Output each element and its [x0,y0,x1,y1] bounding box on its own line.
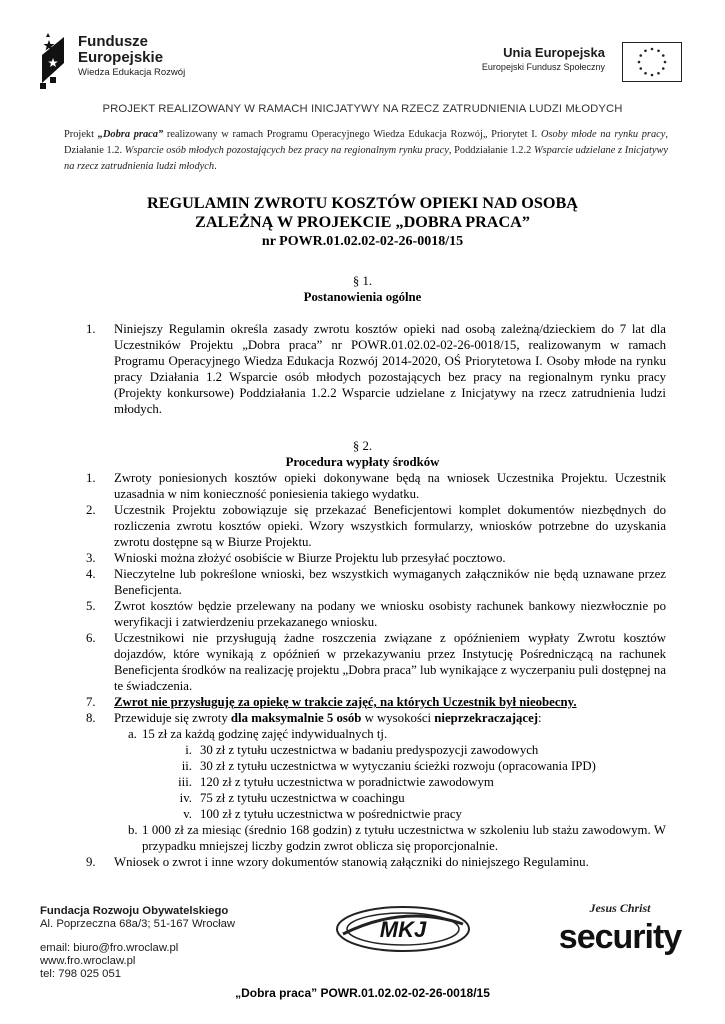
sublist-item-number: b. [128,823,138,837]
section1-list [86,321,666,417]
list-item-text-emphasis: Zwrot nie przysługuję za opiekę w trakcie zajęć, na których Uczestnik był nieobecny. [114,695,577,709]
intro-part: , Działanie 1.2. [64,129,668,156]
sublist-item-text: 1 000 zł za miesiąc (średnio 168 godzin) z tytułu uczestnictwa w szkoleniu lub stażu zawodowym. W przypadku mniejszej liczby godzin zwrot oblicza się proporcjonalnie. [142,823,666,853]
subsublist-item [86,742,666,758]
list-item-text: Uczestnikowi nie przysługują żadne roszczenia związane z opóźnieniem wypłaty Zwrotu kosztów dojazdów, które wynikają z opóźnień w przekazywaniu przez Instytucję Pośredniczącą na rachunek Beneficjenta środków na realizację projektu „Dobra praca” lub wynikające z wyczerpaniu puli dostępnej na te świadczenia. [114,631,666,693]
organisation-email: email: biuro@fro.wroclaw.pl [40,942,179,954]
intro-part: Osoby młode na rynku pracy [540,129,666,140]
footer-project-line: „Dobra praca” POWR.01.02.02-02-26-0018/15 [235,986,490,1000]
list-item-number: 1. [86,322,96,336]
list-item [86,566,666,598]
list-item [86,550,666,566]
subsublist-item [86,774,666,790]
eu-flag-icon [622,42,682,82]
eu-star-icon [651,48,654,51]
list-item [86,694,666,710]
mkj-logo-icon [333,904,473,954]
list-item-text: Nieczytelne lub pokreślone wnioski, bez wszystkich wymaganych załączników nie będą uznawane przez Beneficjenta. [114,567,666,597]
subsublist-item-number: v. [183,807,192,821]
list-item-text: Wnioski można złożyć osobiście w Biurze Projektu lub przesyłać pocztowo. [114,551,506,565]
document-number: nr POWR.01.02.02-02-26-0018/15 [261,234,464,249]
fe-line2: Europejskie [78,49,164,66]
eu-star-icon [638,61,641,64]
list-item [86,598,666,630]
ue-line1: Unia Europejska [503,45,605,60]
list-item-text: Zwrot kosztów będzie przelewany na podany we wniosku osobisty rachunek bankowy niezwłocznie po weryfikacji i zatwierdzeniu przekazanego wniosku. [114,599,666,629]
subsublist-item-text: 30 zł z tytułu uczestnictwa w wytyczaniu ścieżki rozwoju (opracowania IPD) [200,759,596,773]
list-item-number: 6. [86,631,96,645]
eu-star-icon [664,61,667,64]
organisation-name: Fundacja Rozwoju Obywatelskiego [40,905,229,917]
section2-heading: Procedura wypłaty środków [285,455,440,469]
intro-part: Wsparcie osób młodych pozostających bez pracy na regionalnym rynku pracy [124,145,449,156]
eu-star-icon [662,67,665,70]
fe-line3: Wiedza Edukacja Rozwój [78,67,186,78]
section2-number: § 2. [352,439,373,453]
section2-list [86,470,666,870]
list-item-number: 7. [86,695,96,709]
list-item-number: 5. [86,599,96,613]
list-item-number: 2. [86,503,96,517]
subsublist-item-number: ii. [181,759,192,773]
document-title-line1: REGULAMIN ZWROTU KOSZTÓW OPIEKI NAD OSOBĄ [147,194,578,212]
intro-part: realizowany w ramach Programu Operacyjnego Wiedza Edukacja Rozwój„ Priorytet I. [163,129,541,140]
ue-line2: Europejski Fundusz Społeczny [481,62,605,72]
subsublist-item [86,790,666,806]
mkj-logo-text: MKJ [379,917,427,942]
fe-line1: Fundusze [78,33,148,50]
organisation-contact [40,905,235,981]
list-item-text: Niniejszy Regulamin określa zasady zwrotu kosztów opieki nad osobą zależną/dzieckiem do 7 lat dla Uczestników Projektu „Dobra praca” nr POWR.01.02.02-02-26-0018/15, realizowanym w ramach Programu Operacyjnego Wiedza Edukacja Rozwój 2014-2020, OŚ Priorytetowa I. Osoby młode na rynku pracy Działania 1.2 Wsparcie osób młodych pozostających bez pracy na regionalnym rynku pracy (Projekty konkursowe) Poddziałania 1.2.2 Wsparcie udzielane z Inicjatywy na rzecz zatrudnienia ludzi młodych. [114,322,666,416]
list-item [86,470,666,502]
list-item-text-bold: nieprzekraczającej [434,711,539,725]
section1-number: § 1. [352,274,373,288]
list-item-number: 4. [86,567,96,581]
list-item-text: Uczestnik Projektu zobowiązuje się przekazać Beneficjentowi komplet dokumentów niezbędnych do rozliczenia zwrotu kosztów opieki. Wzory wszystkich formularzy, wniosków potrzebne do uzyskania zwrotu dostępne są w Biurze Projektu. [114,503,666,549]
eu-star-icon [644,72,647,75]
sublist-item [86,726,666,742]
list-item-text: w wysokości [361,711,435,725]
sublist-item-text: 15 zł za każdą godzinę zajęć indywidualnych tj. [142,727,388,741]
eu-star-icon [657,72,660,75]
security-logo-word: security [558,918,682,956]
list-item-number: 1. [86,471,96,485]
list-item [86,502,666,550]
project-banner: PROJEKT REALIZOWANY W RAMACH INICJATYWY NA RZECZ ZATRUDNIENIA LUDZI MŁODYCH [102,103,623,115]
subsublist-item [86,806,666,822]
list-item-number: 9. [86,855,96,869]
organisation-address: Al. Poprzeczna 68a/3; 51-167 Wrocław [40,918,236,930]
eu-star-icon [657,49,660,52]
fundusze-europejskie-logo-icon [38,33,70,89]
subsublist-item-number: i. [185,743,192,757]
document-title-line2: ZALEŻNĄ W PROJEKCIE „DOBRA PRACA” [195,213,530,231]
list-item-text: Przewiduje się zwroty [114,711,231,725]
subsublist-item-text: 30 zł z tytułu uczestnictwa w badaniu predyspozycji zawodowych [200,743,539,757]
subsublist-item [86,758,666,774]
sublist-item [86,822,666,854]
list-item [86,321,666,417]
organisation-www: www.fro.wroclaw.pl [40,955,136,967]
list-item [86,630,666,694]
section1-heading: Postanowienia ogólne [303,290,422,304]
list-item-text: : [538,711,542,725]
eu-star-icon [644,49,647,52]
sublist-item-number: a. [128,727,137,741]
intro-part: Wsparcie udzielane z Inicjatywy na rzecz zatrudnienia ludzi młodych [64,145,669,172]
list-item-number: 8. [86,711,96,725]
security-logo-top-text: Jesus Christ [589,901,651,915]
eu-star-icon [639,54,642,57]
eu-star-icon [651,74,654,77]
eu-star-icon [639,67,642,70]
eu-star-icon [662,54,665,57]
fundusze-europejskie-text [78,34,185,80]
list-item-text-bold: dla maksymalnie 5 osób [230,711,362,725]
list-item [86,854,666,870]
intro-part: Projekt [64,129,98,140]
unia-europejska-text [482,45,605,74]
list-item [86,710,666,726]
subsublist-item-text: 100 zł z tytułu uczestnictwa w pośrednictwie pracy [200,807,462,821]
organisation-phone: tel: 798 025 051 [40,968,122,980]
list-item-text: Wniosek o zwrot i inne wzory dokumentów stanowią załączniki do niniejszego Regulaminu. [114,855,589,869]
subsublist-item-number: iii. [178,775,192,789]
intro-paragraph [64,127,668,175]
subsublist-item-number: iv. [179,791,192,805]
subsublist-item-text: 120 zł z tytułu uczestnictwa w poradnictwie zawodowym [200,775,494,789]
intro-part: , Poddziałanie 1.2.2 [448,145,534,156]
list-item-text: Zwroty poniesionych kosztów opieki dokonywane będą na wniosek Uczestnika Projektu. Uczestnik uzasadnia w nim konieczność poniesienia takiego wydatku. [114,471,666,501]
intro-part: . [214,161,217,172]
jesus-christ-security-logo-icon [553,900,687,958]
subsublist-item-text: 75 zł z tytułu uczestnictwa w coachingu [200,791,405,805]
page-header [0,0,725,115]
list-item-number: 3. [86,551,96,565]
intro-project-name: „Dobra praca” [97,129,164,140]
